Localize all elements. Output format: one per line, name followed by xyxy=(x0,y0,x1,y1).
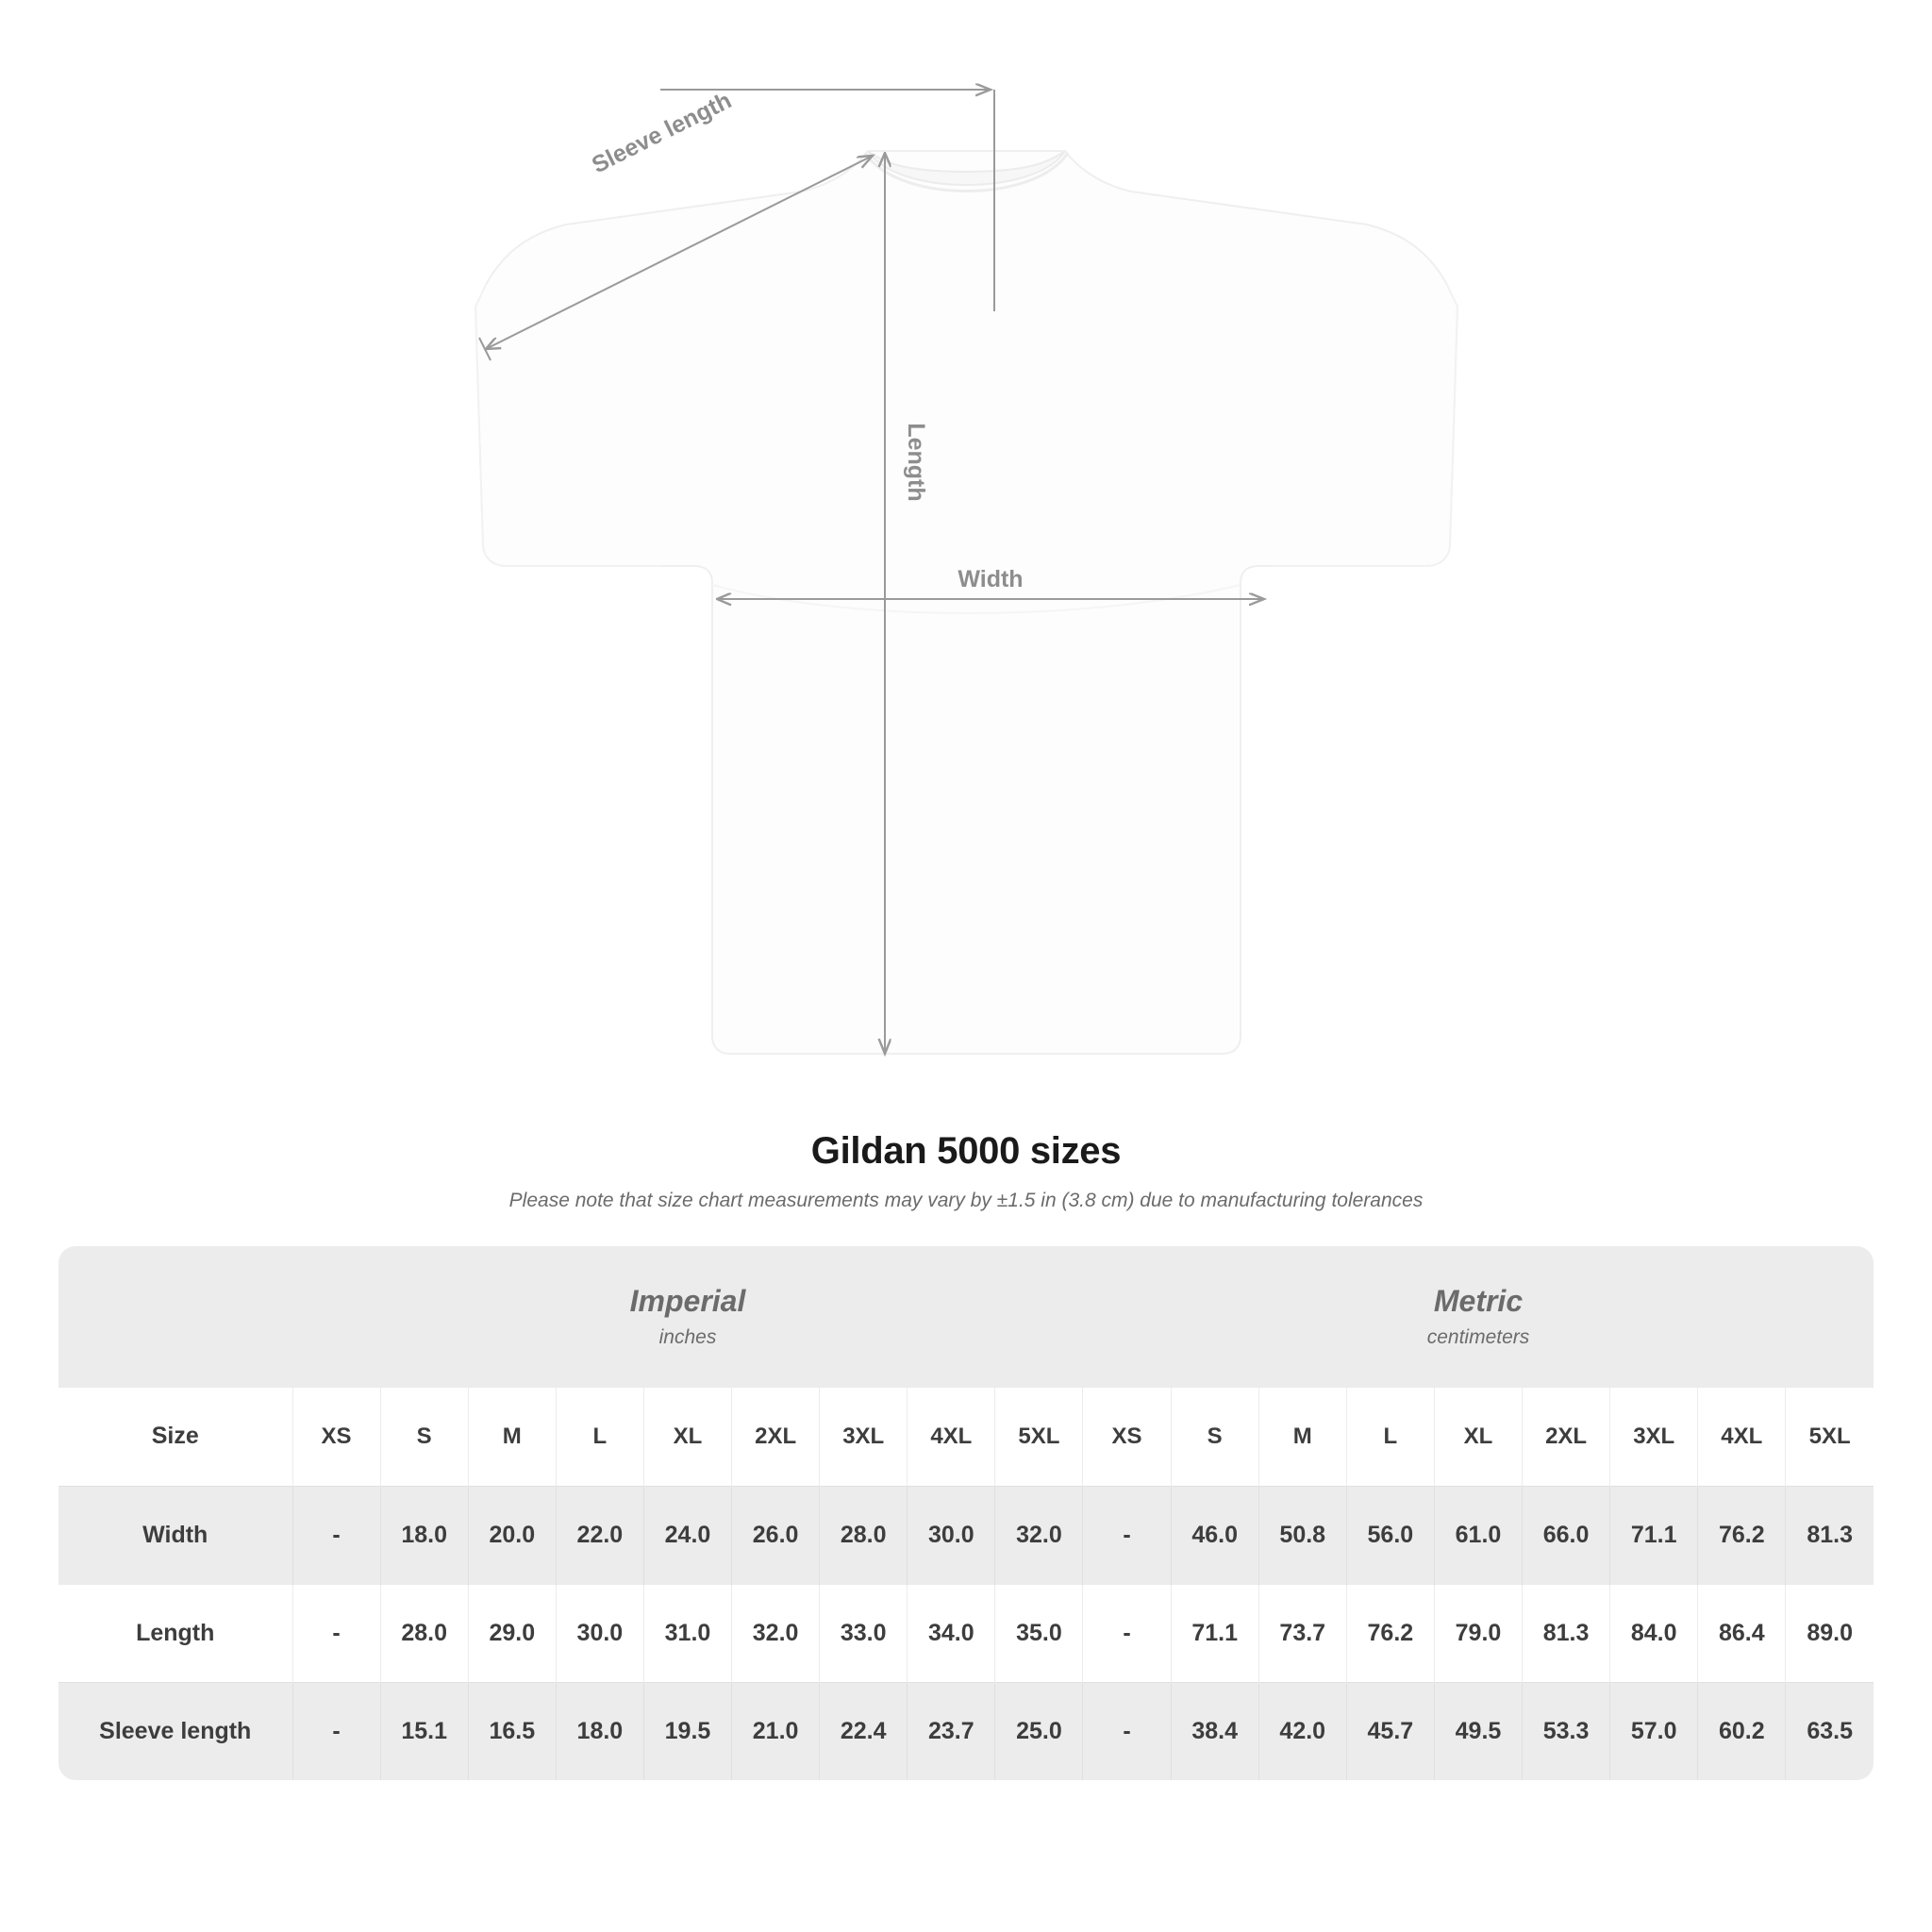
row-label-length: Length xyxy=(58,1584,292,1682)
size-header-imperial-l: L xyxy=(556,1388,643,1486)
size-header-metric-s: S xyxy=(1171,1388,1258,1486)
size-header-imperial-m: M xyxy=(468,1388,556,1486)
table-row xyxy=(58,1682,1874,1780)
tolerance-note: Please note that size chart measurements may vary by ±1.5 in (3.8 cm) due to manufacturing tolerances xyxy=(508,1190,1424,1211)
cell-width-imperial-4xl: 30.0 xyxy=(908,1486,995,1584)
system-header-spacer xyxy=(58,1246,292,1388)
cell-length-imperial-3xl: 33.0 xyxy=(820,1584,908,1682)
system-metric-name: Metric xyxy=(1433,1284,1524,1319)
cell-sleeve-imperial-s: 15.1 xyxy=(380,1682,468,1780)
cell-sleeve-imperial-5xl: 25.0 xyxy=(995,1682,1083,1780)
title-block xyxy=(0,1130,1932,1212)
size-header-metric-l: L xyxy=(1346,1388,1434,1486)
cell-width-metric-5xl: 81.3 xyxy=(1786,1486,1874,1584)
cell-width-metric-m: 50.8 xyxy=(1258,1486,1346,1584)
cell-sleeve-metric-s: 38.4 xyxy=(1171,1682,1258,1780)
cell-length-metric-5xl: 89.0 xyxy=(1786,1584,1874,1682)
size-header-metric-3xl: 3XL xyxy=(1610,1388,1698,1486)
cell-sleeve-metric-2xl: 53.3 xyxy=(1523,1682,1610,1780)
size-table-wrapper xyxy=(58,1246,1874,1780)
system-imperial-name: Imperial xyxy=(629,1284,746,1319)
cell-sleeve-imperial-m: 16.5 xyxy=(468,1682,556,1780)
row-label-width: Width xyxy=(58,1486,292,1584)
cell-width-metric-s: 46.0 xyxy=(1171,1486,1258,1584)
cell-width-metric-l: 56.0 xyxy=(1346,1486,1434,1584)
size-header-imperial-5xl: 5XL xyxy=(995,1388,1083,1486)
tshirt-shape xyxy=(475,151,1457,1054)
cell-width-metric-4xl: 76.2 xyxy=(1698,1486,1786,1584)
cell-width-imperial-xl: 24.0 xyxy=(643,1486,731,1584)
cell-length-metric-4xl: 86.4 xyxy=(1698,1584,1786,1682)
size-header-metric-5xl: 5XL xyxy=(1786,1388,1874,1486)
cell-sleeve-imperial-xs: - xyxy=(292,1682,380,1780)
label-width: Width xyxy=(958,566,1024,592)
size-header-imperial-4xl: 4XL xyxy=(908,1388,995,1486)
cell-sleeve-imperial-4xl: 23.7 xyxy=(908,1682,995,1780)
cell-sleeve-metric-l: 45.7 xyxy=(1346,1682,1434,1780)
table-row xyxy=(58,1486,1874,1584)
cell-length-metric-xl: 79.0 xyxy=(1434,1584,1522,1682)
cell-length-metric-l: 76.2 xyxy=(1346,1584,1434,1682)
size-header-metric-xs: XS xyxy=(1083,1388,1171,1486)
cell-sleeve-imperial-xl: 19.5 xyxy=(643,1682,731,1780)
page-title: Gildan 5000 sizes xyxy=(810,1130,1122,1172)
cell-width-imperial-2xl: 26.0 xyxy=(732,1486,820,1584)
cell-sleeve-metric-5xl: 63.5 xyxy=(1786,1682,1874,1780)
cell-sleeve-metric-xs: - xyxy=(1083,1682,1171,1780)
cell-width-metric-3xl: 71.1 xyxy=(1610,1486,1698,1584)
cell-length-imperial-2xl: 32.0 xyxy=(732,1584,820,1682)
size-header-imperial-s: S xyxy=(380,1388,468,1486)
cell-sleeve-imperial-2xl: 21.0 xyxy=(732,1682,820,1780)
row-label-sleeve-length: Sleeve length xyxy=(58,1682,292,1780)
cell-length-metric-xs: - xyxy=(1083,1584,1171,1682)
cell-sleeve-imperial-3xl: 22.4 xyxy=(820,1682,908,1780)
size-header-row xyxy=(58,1388,1874,1486)
size-header-metric-4xl: 4XL xyxy=(1698,1388,1786,1486)
cell-length-metric-s: 71.1 xyxy=(1171,1584,1258,1682)
cell-length-imperial-l: 30.0 xyxy=(556,1584,643,1682)
cell-width-imperial-s: 18.0 xyxy=(380,1486,468,1584)
cell-sleeve-imperial-l: 18.0 xyxy=(556,1682,643,1780)
cell-width-imperial-m: 20.0 xyxy=(468,1486,556,1584)
cell-sleeve-metric-4xl: 60.2 xyxy=(1698,1682,1786,1780)
system-header-row xyxy=(58,1246,1874,1388)
size-table xyxy=(58,1246,1874,1780)
size-header-imperial-xl: XL xyxy=(643,1388,731,1486)
cell-sleeve-metric-m: 42.0 xyxy=(1258,1682,1346,1780)
size-header-label: Size xyxy=(58,1388,292,1486)
system-metric-unit: centimeters xyxy=(1426,1325,1530,1348)
system-imperial-unit: inches xyxy=(658,1325,717,1348)
cell-length-metric-m: 73.7 xyxy=(1258,1584,1346,1682)
table-row xyxy=(58,1584,1874,1682)
size-header-imperial-3xl: 3XL xyxy=(820,1388,908,1486)
cell-width-metric-xs: - xyxy=(1083,1486,1171,1584)
system-metric xyxy=(1083,1246,1874,1388)
size-header-metric-m: M xyxy=(1258,1388,1346,1486)
cell-sleeve-metric-xl: 49.5 xyxy=(1434,1682,1522,1780)
cell-length-imperial-m: 29.0 xyxy=(468,1584,556,1682)
label-sleeve-length: Sleeve length xyxy=(588,87,736,179)
cell-length-metric-3xl: 84.0 xyxy=(1610,1584,1698,1682)
cell-sleeve-metric-3xl: 57.0 xyxy=(1610,1682,1698,1780)
cell-length-imperial-s: 28.0 xyxy=(380,1584,468,1682)
size-header-metric-2xl: 2XL xyxy=(1523,1388,1610,1486)
cell-length-imperial-4xl: 34.0 xyxy=(908,1584,995,1682)
size-header-imperial-xs: XS xyxy=(292,1388,380,1486)
cell-length-metric-2xl: 81.3 xyxy=(1523,1584,1610,1682)
label-length: Length xyxy=(903,423,929,502)
cell-width-imperial-l: 22.0 xyxy=(556,1486,643,1584)
cell-width-imperial-3xl: 28.0 xyxy=(820,1486,908,1584)
cell-length-imperial-5xl: 35.0 xyxy=(995,1584,1083,1682)
cell-length-imperial-xl: 31.0 xyxy=(643,1584,731,1682)
system-imperial xyxy=(292,1246,1083,1388)
size-header-metric-xl: XL xyxy=(1434,1388,1522,1486)
cell-length-imperial-xs: - xyxy=(292,1584,380,1682)
cell-width-imperial-xs: - xyxy=(292,1486,380,1584)
size-header-imperial-2xl: 2XL xyxy=(732,1388,820,1486)
cell-width-imperial-5xl: 32.0 xyxy=(995,1486,1083,1584)
cell-width-metric-xl: 61.0 xyxy=(1434,1486,1522,1584)
cell-width-metric-2xl: 66.0 xyxy=(1523,1486,1610,1584)
